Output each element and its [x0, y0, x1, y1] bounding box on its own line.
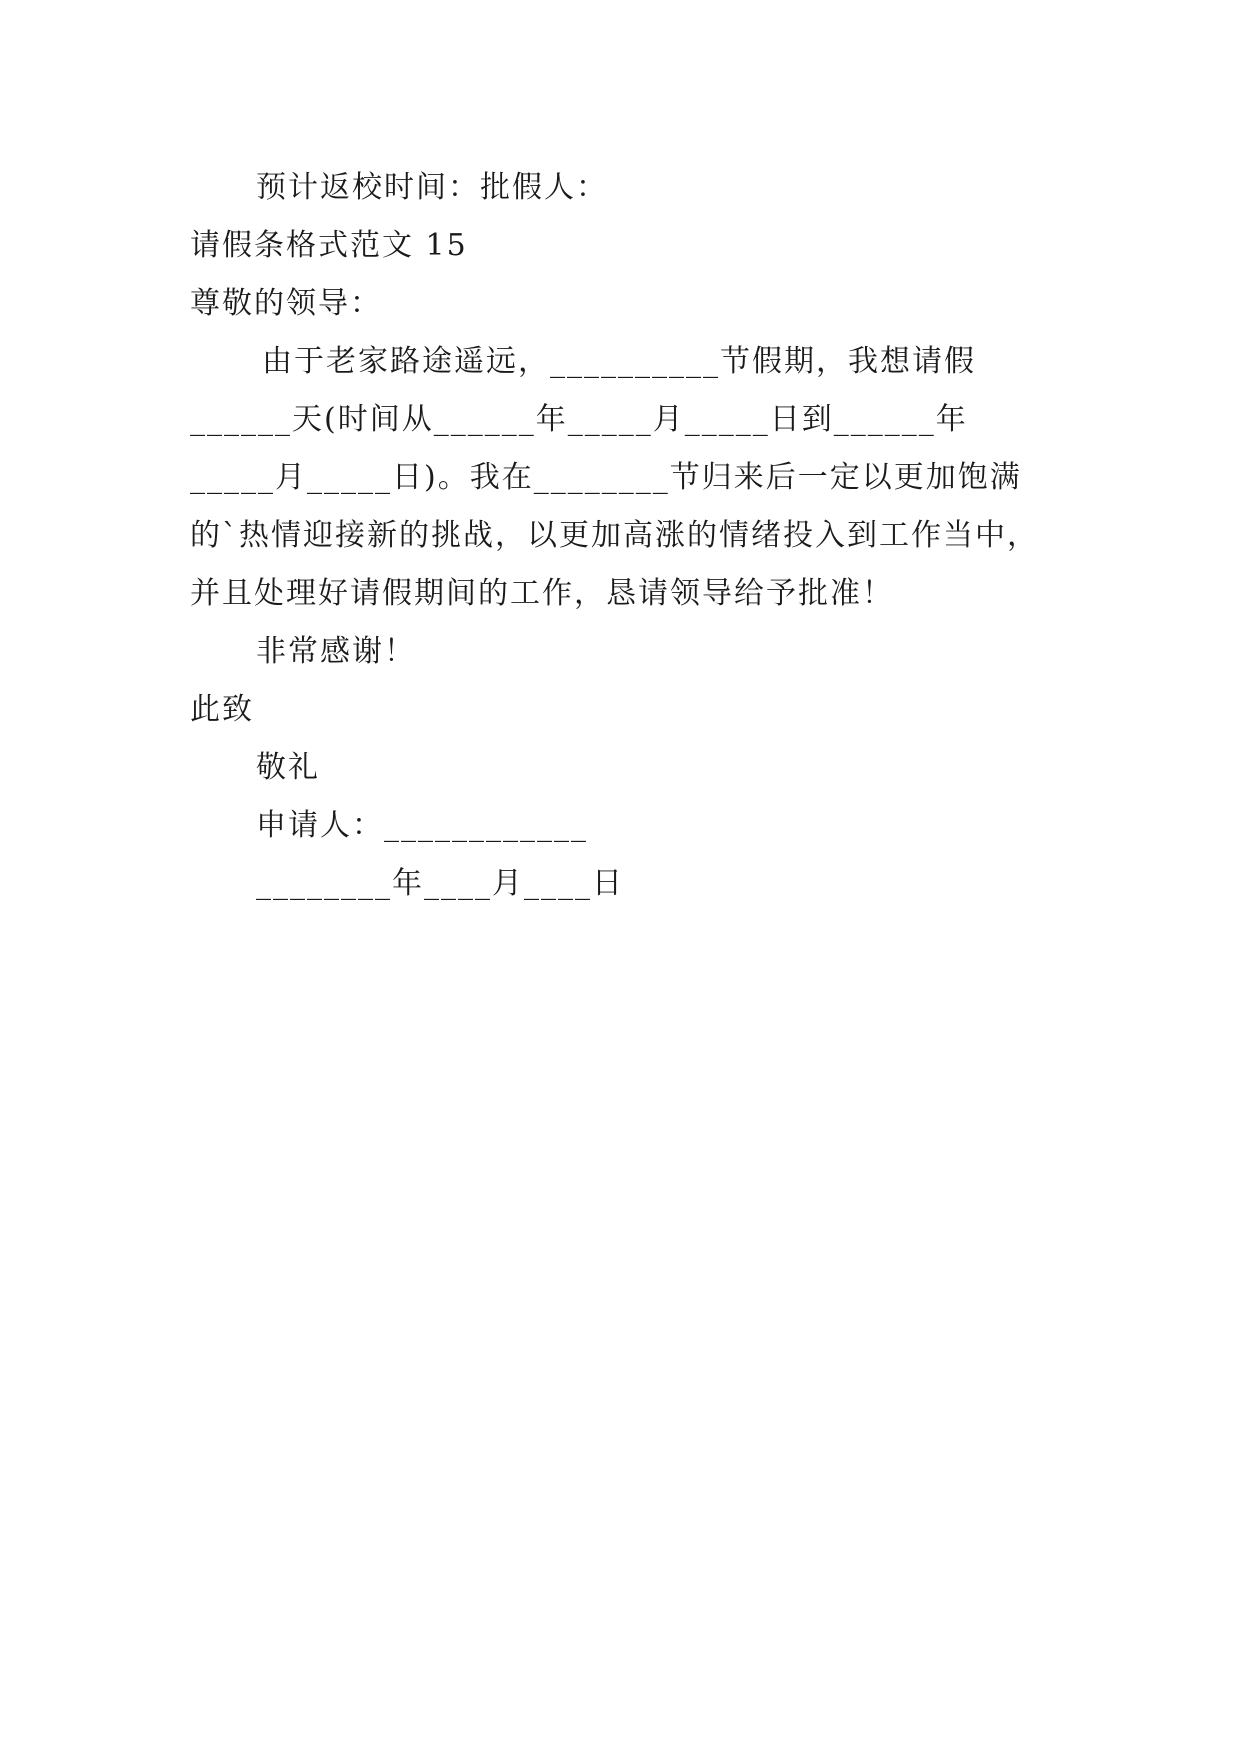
date-line: ________年____月____日 [256, 866, 624, 901]
body-line-3: _____月_____日)。我在________节归来后一定以更加饱满 [190, 460, 1022, 495]
section-title: 请假条格式范文 15 [190, 228, 468, 263]
body-line-5: 并且处理好请假期间的工作，恳请领导给予批准！ [190, 576, 894, 611]
salutation: 尊敬的领导： [190, 286, 382, 321]
regards-line: 敬礼 [256, 750, 320, 785]
thanks-line: 非常感谢！ [256, 634, 416, 669]
body-line-1: 由于老家路途遥远，__________节假期，我想请假 [262, 344, 976, 379]
return-time-approver-line: 预计返校时间：批假人： [256, 170, 608, 205]
applicant-line: 申请人：____________ [256, 808, 588, 843]
body-line-2: ______天(时间从______年_____月_____日到______年 [190, 402, 968, 437]
body-line-4: 的`热情迎接新的挑战，以更加高涨的情绪投入到工作当中， [190, 518, 1039, 553]
closing-line: 此致 [190, 692, 254, 727]
